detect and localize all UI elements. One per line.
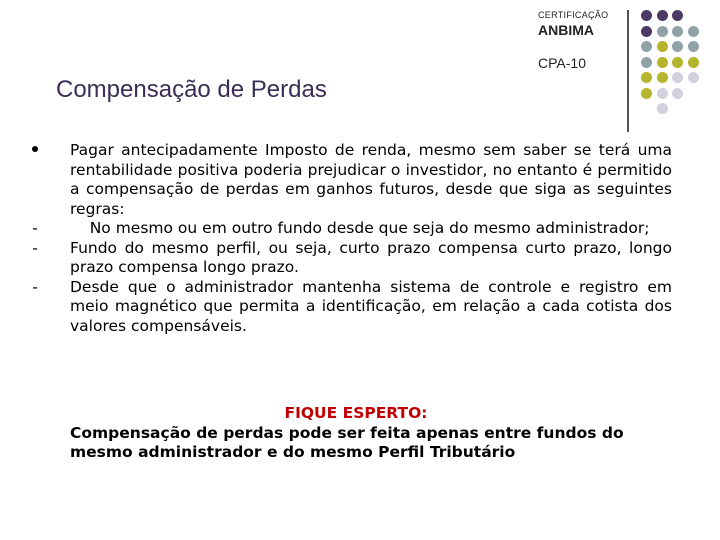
- decorative-dot: [657, 103, 668, 114]
- decorative-dot: [641, 88, 652, 99]
- tip-box: [70, 404, 680, 463]
- decorative-dot: [672, 72, 683, 83]
- header-exam: CPA-10: [538, 55, 586, 71]
- decorative-dot: [688, 72, 699, 83]
- decorative-dot: [672, 88, 683, 99]
- list-item: [28, 278, 672, 337]
- decorative-dot: [641, 41, 652, 52]
- decorative-dot: [641, 57, 652, 68]
- decorative-dot: [641, 26, 652, 37]
- decorative-dot: [641, 10, 652, 21]
- header-brand: ANBIMA: [538, 22, 594, 38]
- header-divider: [627, 10, 629, 132]
- decorative-dot: [657, 41, 668, 52]
- decorative-dot: [657, 72, 668, 83]
- decorative-dot: [641, 72, 652, 83]
- dash-marker: -: [32, 219, 38, 237]
- decorative-dot: [657, 88, 668, 99]
- decorative-dot: [672, 41, 683, 52]
- decorative-dot: [657, 57, 668, 68]
- decorative-dot: [657, 26, 668, 37]
- tip-title: FIQUE ESPERTO:: [284, 404, 428, 422]
- list-item-text: Desde que o administrador mantenha sistema de controle e registro em meio magnético que permita a identificação, em relação a cada cotista dos valores compensáveis.: [70, 277, 672, 335]
- header-certification: CERTIFICAÇÃO: [538, 10, 609, 20]
- list-item-text: Fundo do mesmo perfil, ou seja, curto prazo compensa curto prazo, longo prazo compensa longo prazo.: [70, 238, 672, 276]
- decorative-dot: [688, 26, 699, 37]
- bullet-dot-icon: [32, 146, 38, 152]
- tip-text: Compensação de perdas pode ser feita apenas entre fundos do mesmo administrador e do mesmo Perfil Tributário: [70, 423, 624, 461]
- decorative-dot: [688, 41, 699, 52]
- list-item-text: Pagar antecipadamente Imposto de renda, mesmo sem saber se terá uma rentabilidade positiva poderia prejudicar o investidor, no entanto é permitido a compensação de perdas em ganhos futuros, desde que siga as seguintes regras:: [70, 141, 672, 218]
- slide-content: [28, 141, 672, 336]
- dash-marker: -: [32, 277, 38, 296]
- decorative-dot: [672, 26, 683, 37]
- decorative-dot: [688, 57, 699, 68]
- dash-marker: -: [32, 238, 38, 257]
- list-item: [28, 141, 672, 219]
- decorative-dot: [672, 10, 683, 21]
- decorative-dot: [672, 57, 683, 68]
- list-item-text: No mesmo ou em outro fundo desde que seja do mesmo administrador;: [70, 219, 650, 237]
- decorative-dot: [657, 10, 668, 21]
- list-item: [28, 239, 672, 278]
- slide-title: Compensação de Perdas: [56, 76, 327, 103]
- bullet-marker: [28, 141, 42, 161]
- list-item: [28, 219, 672, 239]
